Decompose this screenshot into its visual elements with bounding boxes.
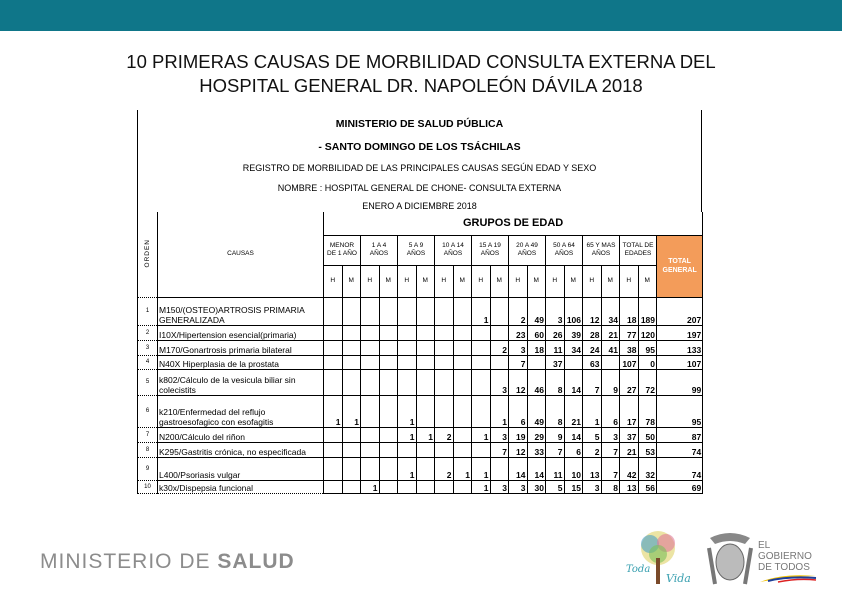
count-cell — [379, 427, 398, 442]
count-cell: 3 — [490, 369, 509, 395]
count-cell — [435, 442, 454, 457]
h-header: H — [509, 265, 528, 297]
age-group-header: 10 A 14 AÑOS — [435, 235, 472, 265]
count-cell: 24 — [583, 340, 602, 355]
count-cell — [342, 457, 361, 480]
grupos-header: GRUPOS DE EDAD — [324, 212, 703, 235]
count-cell — [416, 325, 435, 340]
count-cell: 11 — [546, 457, 565, 480]
region-heading: - SANTO DOMINGO DE LOS TSÁCHILAS — [318, 141, 521, 153]
age-group-header: 5 A 9 AÑOS — [398, 235, 435, 265]
count-cell: 7 — [509, 355, 528, 369]
count-cell — [472, 395, 491, 427]
toda-una-vida-logo — [622, 528, 694, 588]
total-general-cell: 133 — [657, 340, 703, 355]
count-cell: 26 — [546, 325, 565, 340]
count-cell: 39 — [564, 325, 583, 340]
total-general-cell: 99 — [657, 369, 703, 395]
m-header: M — [490, 265, 509, 297]
count-cell — [453, 480, 472, 493]
morbidity-table — [137, 212, 703, 494]
count-cell — [564, 355, 583, 369]
table-row — [138, 480, 703, 493]
gobierno-de-todos-logo: EL GOBIERNO DE TODOS — [758, 540, 818, 586]
count-cell — [435, 325, 454, 340]
count-cell — [342, 325, 361, 340]
count-cell: 49 — [527, 395, 546, 427]
ministry-heading: MINISTERIO DE SALUD PÚBLICA — [335, 118, 504, 130]
count-cell — [324, 355, 343, 369]
count-cell — [342, 427, 361, 442]
count-cell: 13 — [583, 457, 602, 480]
count-cell — [435, 480, 454, 493]
count-cell: 7 — [583, 369, 602, 395]
count-cell — [490, 325, 509, 340]
count-cell: 49 — [527, 297, 546, 325]
total-general-cell: 107 — [657, 355, 703, 369]
count-cell — [324, 457, 343, 480]
h-header: H — [324, 265, 343, 297]
count-cell: 3 — [601, 427, 620, 442]
orden-cell: 4 — [138, 355, 158, 369]
orden-cell: 8 — [138, 442, 158, 457]
count-cell: 9 — [546, 427, 565, 442]
count-cell — [379, 395, 398, 427]
count-cell: 2 — [435, 457, 454, 480]
count-cell — [324, 325, 343, 340]
count-cell — [453, 355, 472, 369]
causa-cell: k210/Enfermedad del reflujo gastroesofagico con esofagitis — [158, 395, 324, 427]
count-cell — [416, 480, 435, 493]
count-cell — [342, 355, 361, 369]
causa-cell: k802/Cálculo de la vesicula biliar sin colecistits — [158, 369, 324, 395]
count-cell — [435, 355, 454, 369]
table-row — [138, 325, 703, 340]
causa-cell: L400/Psoriasis vulgar — [158, 457, 324, 480]
total-general-cell: 95 — [657, 395, 703, 427]
count-cell: 1 — [398, 427, 417, 442]
count-cell: 3 — [490, 480, 509, 493]
count-cell — [435, 395, 454, 427]
count-cell: 7 — [601, 442, 620, 457]
h-header: H — [472, 265, 491, 297]
m-header: M — [638, 265, 657, 297]
count-cell: 1 — [398, 457, 417, 480]
m-header: M — [453, 265, 472, 297]
count-cell: 30 — [527, 480, 546, 493]
count-cell: 7 — [490, 442, 509, 457]
count-cell — [361, 355, 380, 369]
count-cell: 3 — [583, 480, 602, 493]
count-cell: 7 — [601, 457, 620, 480]
h-header: H — [398, 265, 417, 297]
count-cell: 50 — [638, 427, 657, 442]
age-group-header: 50 A 64 AÑOS — [546, 235, 583, 265]
count-cell: 34 — [564, 340, 583, 355]
count-cell — [324, 442, 343, 457]
period: ENERO A DICIEMBRE 2018 — [362, 201, 477, 211]
h-header: H — [546, 265, 565, 297]
total-general-cell: 74 — [657, 442, 703, 457]
count-cell: 3 — [490, 427, 509, 442]
count-cell: 77 — [620, 325, 639, 340]
count-cell — [435, 340, 454, 355]
m-header: M — [379, 265, 398, 297]
count-cell: 1 — [490, 395, 509, 427]
count-cell: 63 — [583, 355, 602, 369]
orden-cell: 7 — [138, 427, 158, 442]
count-cell: 3 — [509, 340, 528, 355]
count-cell — [379, 442, 398, 457]
total-general-cell: 207 — [657, 297, 703, 325]
count-cell — [472, 355, 491, 369]
count-cell: 13 — [620, 480, 639, 493]
count-cell: 95 — [638, 340, 657, 355]
count-cell: 41 — [601, 340, 620, 355]
age-group-header: TOTAL DE EDADES — [620, 235, 657, 265]
count-cell: 37 — [620, 427, 639, 442]
count-cell: 1 — [472, 427, 491, 442]
count-cell — [398, 442, 417, 457]
svg-text:Toda: Toda — [626, 564, 651, 575]
count-cell: 9 — [601, 369, 620, 395]
count-cell: 56 — [638, 480, 657, 493]
m-header: M — [416, 265, 435, 297]
causa-cell: M150/(OSTEO)ARTROSIS PRIMARIA GENERALIZADA — [158, 297, 324, 325]
count-cell: 8 — [546, 395, 565, 427]
orden-cell: 2 — [138, 325, 158, 340]
report-header — [137, 110, 702, 212]
m-header: M — [601, 265, 620, 297]
count-cell — [416, 340, 435, 355]
count-cell: 32 — [638, 457, 657, 480]
count-cell: 10 — [564, 457, 583, 480]
age-group-header: MENOR DE 1 AÑO — [324, 235, 361, 265]
count-cell: 17 — [620, 395, 639, 427]
total-general-cell: 87 — [657, 427, 703, 442]
count-cell — [398, 325, 417, 340]
count-cell: 27 — [620, 369, 639, 395]
count-cell — [361, 369, 380, 395]
causa-cell: N200/Cálculo del riñon — [158, 427, 324, 442]
count-cell — [379, 480, 398, 493]
count-cell — [324, 297, 343, 325]
count-cell — [361, 427, 380, 442]
count-cell — [416, 297, 435, 325]
count-cell: 60 — [527, 325, 546, 340]
count-cell — [398, 480, 417, 493]
count-cell — [361, 442, 380, 457]
count-cell — [379, 297, 398, 325]
count-cell: 34 — [601, 297, 620, 325]
count-cell: 12 — [509, 442, 528, 457]
count-cell: 6 — [509, 395, 528, 427]
count-cell — [398, 355, 417, 369]
count-cell: 14 — [564, 369, 583, 395]
count-cell: 7 — [546, 442, 565, 457]
count-cell — [453, 369, 472, 395]
total-general-cell: 197 — [657, 325, 703, 340]
h-header: H — [620, 265, 639, 297]
count-cell — [453, 340, 472, 355]
count-cell: 1 — [361, 480, 380, 493]
registry-heading: REGISTRO DE MORBILIDAD DE LAS PRINCIPALES CAUSAS SEGÚN EDAD Y SEXO — [242, 163, 597, 173]
count-cell: 21 — [564, 395, 583, 427]
count-cell — [435, 369, 454, 395]
count-cell: 1 — [416, 427, 435, 442]
count-cell: 18 — [527, 340, 546, 355]
total-general-cell: 74 — [657, 457, 703, 480]
count-cell — [472, 369, 491, 395]
count-cell: 6 — [601, 395, 620, 427]
count-cell — [361, 340, 380, 355]
age-group-header: 15 A 19 AÑOS — [472, 235, 509, 265]
count-cell — [342, 442, 361, 457]
count-cell: 53 — [638, 442, 657, 457]
h-header: H — [435, 265, 454, 297]
table-row — [138, 457, 703, 480]
count-cell: 14 — [527, 457, 546, 480]
count-cell: 72 — [638, 369, 657, 395]
count-cell: 120 — [638, 325, 657, 340]
count-cell: 12 — [509, 369, 528, 395]
count-cell: 38 — [620, 340, 639, 355]
count-cell: 1 — [398, 395, 417, 427]
count-cell — [453, 427, 472, 442]
total-general-header: TOTAL GENERAL — [657, 235, 703, 297]
ecuador-coat-of-arms — [705, 530, 755, 588]
count-cell: 78 — [638, 395, 657, 427]
table-row — [138, 369, 703, 395]
count-cell: 189 — [638, 297, 657, 325]
count-cell: 23 — [509, 325, 528, 340]
count-cell: 42 — [620, 457, 639, 480]
count-cell — [398, 369, 417, 395]
count-cell: 37 — [546, 355, 565, 369]
count-cell: 0 — [638, 355, 657, 369]
count-cell: 8 — [546, 369, 565, 395]
hospital-name: NOMBRE : HOSPITAL GENERAL DE CHONE- CONSULTA EXTERNA — [277, 183, 562, 193]
m-header: M — [527, 265, 546, 297]
count-cell — [527, 355, 546, 369]
count-cell — [398, 340, 417, 355]
flag-swoosh-icon — [758, 573, 818, 583]
count-cell — [472, 340, 491, 355]
count-cell — [379, 457, 398, 480]
count-cell — [361, 395, 380, 427]
count-cell — [601, 355, 620, 369]
count-cell — [490, 355, 509, 369]
count-cell: 1 — [472, 457, 491, 480]
count-cell — [416, 369, 435, 395]
count-cell — [324, 480, 343, 493]
count-cell: 12 — [583, 297, 602, 325]
orden-cell: 3 — [138, 340, 158, 355]
count-cell — [361, 325, 380, 340]
title-line-2: HOSPITAL GENERAL DR. NAPOLEÓN DÁVILA 2018 — [199, 75, 643, 96]
count-cell — [379, 340, 398, 355]
orden-cell: 5 — [138, 369, 158, 395]
count-cell: 3 — [509, 480, 528, 493]
count-cell: 8 — [601, 480, 620, 493]
h-header: H — [361, 265, 380, 297]
table-row — [138, 355, 703, 369]
count-cell: 3 — [546, 297, 565, 325]
orden-header: ORDEN — [138, 212, 158, 297]
count-cell — [416, 442, 435, 457]
age-group-header: 20 A 49 AÑOS — [509, 235, 546, 265]
count-cell: 1 — [472, 297, 491, 325]
orden-cell: 6 — [138, 395, 158, 427]
orden-cell: 10 — [138, 480, 158, 493]
count-cell: 29 — [527, 427, 546, 442]
causa-cell: N40X Hiperplasia de la prostata — [158, 355, 324, 369]
count-cell — [490, 457, 509, 480]
count-cell: 1 — [472, 480, 491, 493]
causa-cell: k30x/Dispepsia funcional — [158, 480, 324, 493]
count-cell: 28 — [583, 325, 602, 340]
count-cell: 1 — [342, 395, 361, 427]
m-header: M — [342, 265, 361, 297]
orden-cell: 1 — [138, 297, 158, 325]
count-cell: 2 — [490, 340, 509, 355]
age-group-header: 65 Y MAS AÑOS — [583, 235, 620, 265]
count-cell — [416, 355, 435, 369]
count-cell — [416, 457, 435, 480]
count-cell: 1 — [324, 395, 343, 427]
top-banner — [0, 0, 842, 31]
ministerio-salud-logo: MINISTERIO DE SALUD — [40, 550, 295, 573]
count-cell: 1 — [583, 395, 602, 427]
count-cell: 33 — [527, 442, 546, 457]
count-cell: 19 — [509, 427, 528, 442]
count-cell — [435, 297, 454, 325]
slide-title — [60, 50, 782, 98]
causa-cell: I10X/Hipertension esencial(primaria) — [158, 325, 324, 340]
count-cell — [324, 340, 343, 355]
count-cell — [398, 297, 417, 325]
count-cell — [361, 457, 380, 480]
count-cell: 18 — [620, 297, 639, 325]
table-row — [138, 442, 703, 457]
count-cell: 21 — [601, 325, 620, 340]
count-cell: 15 — [564, 480, 583, 493]
count-cell — [379, 369, 398, 395]
count-cell — [453, 395, 472, 427]
count-cell: 5 — [583, 427, 602, 442]
count-cell — [453, 297, 472, 325]
age-group-header: 1 A 4 AÑOS — [361, 235, 398, 265]
count-cell — [324, 427, 343, 442]
title-line-1: 10 PRIMERAS CAUSAS DE MORBILIDAD CONSULTA EXTERNA DEL — [126, 51, 716, 72]
count-cell — [379, 325, 398, 340]
count-cell — [342, 297, 361, 325]
count-cell — [342, 480, 361, 493]
table-row — [138, 297, 703, 325]
count-cell — [379, 355, 398, 369]
count-cell: 2 — [583, 442, 602, 457]
causas-header: CAUSAS — [158, 212, 324, 297]
causa-cell: M170/Gonartrosis primaria bilateral — [158, 340, 324, 355]
count-cell: 106 — [564, 297, 583, 325]
causa-cell: K295/Gastritis crónica, no especificada — [158, 442, 324, 457]
count-cell — [453, 325, 472, 340]
count-cell: 21 — [620, 442, 639, 457]
count-cell: 107 — [620, 355, 639, 369]
count-cell — [472, 325, 491, 340]
count-cell: 5 — [546, 480, 565, 493]
svg-text:Vida: Vida — [666, 572, 691, 585]
count-cell: 2 — [435, 427, 454, 442]
count-cell: 1 — [453, 457, 472, 480]
count-cell — [342, 340, 361, 355]
table-row — [138, 395, 703, 427]
count-cell: 2 — [509, 297, 528, 325]
table-row — [138, 340, 703, 355]
count-cell — [342, 369, 361, 395]
total-general-cell: 69 — [657, 480, 703, 493]
count-cell — [453, 442, 472, 457]
count-cell — [490, 297, 509, 325]
m-header: M — [564, 265, 583, 297]
count-cell: 46 — [527, 369, 546, 395]
count-cell: 14 — [509, 457, 528, 480]
count-cell: 6 — [564, 442, 583, 457]
h-header: H — [583, 265, 602, 297]
count-cell: 14 — [564, 427, 583, 442]
orden-cell: 9 — [138, 457, 158, 480]
count-cell — [416, 395, 435, 427]
count-cell — [472, 442, 491, 457]
count-cell — [324, 369, 343, 395]
table-row — [138, 427, 703, 442]
count-cell — [361, 297, 380, 325]
count-cell: 11 — [546, 340, 565, 355]
